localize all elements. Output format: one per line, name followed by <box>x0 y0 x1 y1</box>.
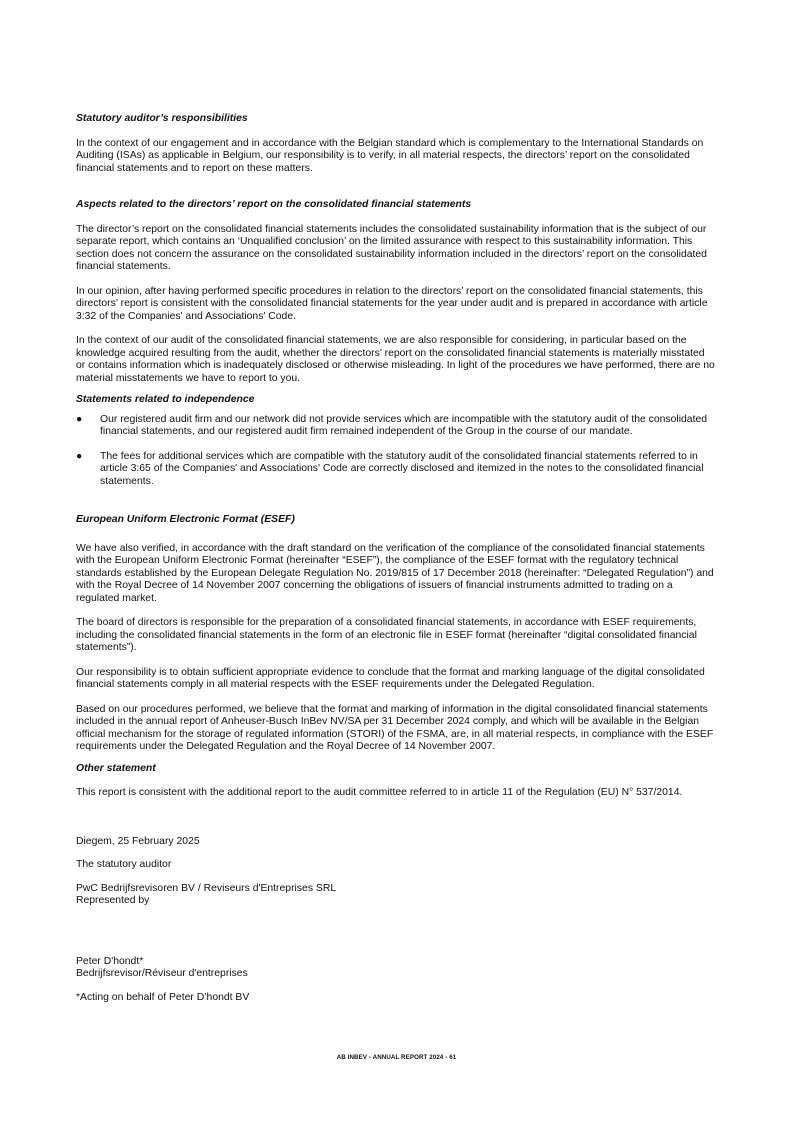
signature-role: The statutory auditor <box>76 859 172 870</box>
signature-represented-by: Represented by <box>76 895 150 906</box>
bullet-icon: ● <box>76 450 83 462</box>
heading-esef: European Uniform Electronic Format (ESEF) <box>76 514 295 525</box>
bullet-icon: ● <box>76 413 83 425</box>
paragraph-auditor-responsibilities: In the context of our engagement and in accordance with the Belgian standard which is complementary to the International Standards on Auditing (ISAs) as applicable in Belgium, our responsibility is to verify, in all material respects, the directors’ report on the consolidated financial statements and to report on these matters. <box>76 137 704 174</box>
heading-directors-report: Aspects related to the directors’ report on the consolidated financial statements <box>76 199 472 210</box>
bullet-text: Our registered audit firm and our network did not provide services which are incompatible with the statutory audit of the consolidated financial statements, and our registered audit firm remained independent of the Group in the course of our mandate. <box>100 413 708 437</box>
heading-independence: Statements related to independence <box>76 394 255 405</box>
paragraph-directors-report-1: The director’s report on the consolidated financial statements includes the consolidated sustainability information that is the subject of our separate report, which contains an ‘Unqualified conclusion’ on the limited assurance with respect to this sustainability information. This section does not concern the assurance on the consolidated sustainability information included in the directors’ report on the consolidated financial statements. <box>76 223 707 272</box>
signature-name: Peter D'hondt* <box>76 955 144 967</box>
paragraph-esef-1: We have also verified, in accordance with the draft standard on the verification of the compliance of the consolidated financial statements with the European Uniform Electronic Format (hereinafter “ESEF”), the compliance of the ESEF format with the regulatory technical standards established by the European Delegate Regulation No. 2019/815 of 17 December 2018 (hereinafter: “Delegated Regulation”) and with the Royal Decree of 14 November 2007 concerning the obligations of issuers of financial instruments admitted to trading on a regulated market. <box>76 542 714 604</box>
heading-other-statement: Other statement <box>76 762 156 774</box>
list-item <box>76 451 716 489</box>
report-body <box>76 113 716 1004</box>
paragraph-esef-3: Our responsibility is to obtain sufficient appropriate evidence to conclude that the format and marking language of the digital consolidated financial statements comply in all material respects with the ESEF requirements under the Delegated Regulation. <box>76 666 705 690</box>
paragraph-directors-report-3: In the context of our audit of the consolidated financial statements, we are also responsible for considering, in particular based on the knowledge acquired resulting from the audit, whether the directors’ report on the consolidated financial statements is materially misstated or contains information which is inadequately disclosed or otherwise misleading. In light of the procedures we have performed, there are no material misstatements we have to report to you. <box>76 335 715 384</box>
paragraph-other-statement: This report is consistent with the additional report to the audit committee referred to in article 11 of the Regulation (EU) N° 537/2014. <box>76 787 683 798</box>
signature-firm: PwC Bedrijfsrevisoren BV / Reviseurs d'Entreprises SRL <box>76 882 337 894</box>
list-item <box>76 414 716 439</box>
paragraph-directors-report-2: In our opinion, after having performed specific procedures in relation to the directors’ report on the consolidated financial statements, this directors’ report is consistent with the consolidated financial statements for the year under audit and is prepared in accordance with article 3:32 of the Companies' and Associations' Code. <box>76 285 708 322</box>
page-footer: AB INBEV - ANNUAL REPORT 2024 - 61 <box>336 1054 457 1061</box>
signature-note: *Acting on behalf of Peter D’hondt BV <box>76 991 250 1003</box>
bullet-text: The fees for additional services which are compatible with the statutory audit of the consolidated financial statements referred to in article 3:65 of the Companies' and Associations' Code are correctly disclosed and itemized in the notes to the consolidated financial statements. <box>100 450 704 487</box>
signature-title: Bedrijfsrevisor/Réviseur d'entreprises <box>76 968 248 979</box>
paragraph-esef-4: Based on our procedures performed, we believe that the format and marking of information in the digital consolidated financial statements included in the annual report of Anheuser-Busch InBev NV/SA per 31 December 2024 comply, and which will be available in the Belgian official mechanism for the storage of regulated information (STORI) of the FSMA, are, in all material respects, in compliance with the ESEF requirements under the Delegated Regulation and the Royal Decree of 14 November 2007. <box>76 703 714 752</box>
signature-place-date: Diegem, 25 February 2025 <box>76 835 200 847</box>
heading-auditor-responsibilities: Statutory auditor’s responsibilities <box>76 113 248 124</box>
paragraph-esef-2: The board of directors is responsible for the preparation of a consolidated financial statements, in accordance with ESEF requirements, including the consolidated financial statements in the form of an electronic file in ESEF format (hereinafter “digital consolidated financial statements”). <box>76 617 697 653</box>
